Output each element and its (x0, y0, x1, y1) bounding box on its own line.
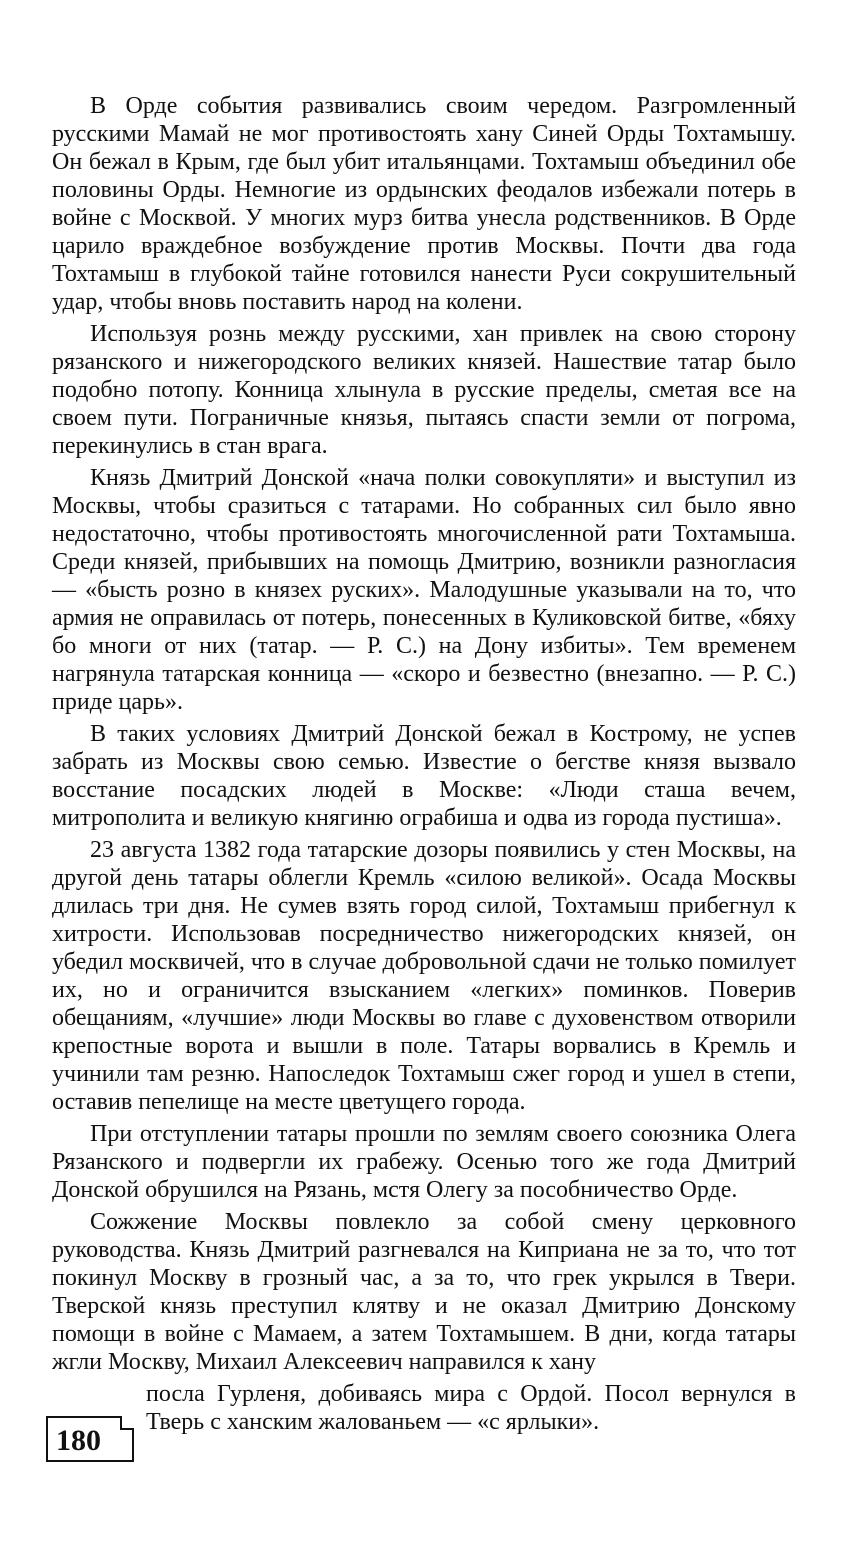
paragraph-7-continuation: посла Гурленя, добиваясь мира с Ордой. Посол вернулся в Тверь с ханским жалованьем — «с ярлыки». (146, 1381, 796, 1435)
paragraph-5: 23 августа 1382 года татарские дозоры появились у стен Москвы, на другой день татары облегли Кремль «силою великой». Осада Москвы длилась три дня. Не сумев взять город силой, Тохтамыш прибегнул к хитрости. Использовав посредничество нижегородских князей, он убедил москвичей, что в случае добровольной сдачи не только помилует их, но и ограничится взысканием «легких» поминков. Поверив обещаниям, «лучшие» люди Москвы во главе с духовенством отворили крепостные ворота и вышли в поле. Татары ворвались в Кремль и учинили там резню. Напоследок Тохтамыш сжег город и ушел в степи, оставив пепелище на месте цветущего города. (52, 837, 796, 1115)
paragraph-1: В Орде события развивались своим чередом. Разгромленный русскими Мамай не мог противостоять хану Синей Орды Тохтамышу. Он бежал в Крым, где был убит итальянцами. Тохтамыш объединил обе половины Орды. Немногие из ордынских феодалов избежали потерь в войне с Москвой. У многих мурз битва унесла родственников. В Орде царило враждебное возбуждение против Москвы. Почти два года Тохтамыш в глубокой тайне готовился нанести Руси сокрушительный удар, чтобы вновь поставить народ на колени. (52, 93, 796, 315)
folded-corner-icon (120, 1416, 134, 1430)
paragraph-4: В таких условиях Дмитрий Донской бежал в Кострому, не успев забрать из Москвы свою семью. Известие о бегстве князя вызвало восстание посадских людей в Москве: «Люди сташа вечем, митрополита и великую княгиню ограбиша и одва из города пустиша». (52, 721, 796, 831)
paragraph-2: Используя рознь между русскими, хан привлек на свою сторону рязанского и нижегородского великих князей. Нашествие татар было подобно потопу. Конница хлынула в русские пределы, сметая все на своем пути. Пограничные князья, пытаясь спасти земли от погрома, перекинулись в стан врага. (52, 321, 796, 459)
paragraph-6: При отступлении татары прошли по землям своего союзника Олега Рязанского и подвергли их грабежу. Осенью того же года Дмитрий Донской обрушился на Рязань, мстя Олегу за пособничество Орде. (52, 1121, 796, 1203)
page-number-box (46, 1416, 134, 1462)
body-text (52, 92, 796, 1436)
paragraph-3: Князь Дмитрий Донской «нача полки совокупляти» и выступил из Москвы, чтобы сразиться с татарами. Но собранных сил было явно недостаточно, чтобы противостоять многочисленной рати Тохтамыша. Среди князей, прибывших на помощь Дмитрию, возникли разногласия — «бысть розно в князех руских». Малодушные указывали на то, что армия не оправилась от потерь, понесенных в Куликовской битве, «бяху бо многи от них (татар. — Р. С.) на Дону избиты». Тем временем нагрянула татарская конница — «скоро и безвестно (внезапно. — Р. С.) приде царь». (52, 465, 796, 715)
paragraph-7: Сожжение Москвы повлекло за собой смену церковного руководства. Князь Дмитрий разгневался на Киприана не за то, что тот покинул Москву в грозный час, а за то, что грек укрылся в Твери. Тверской князь преступил клятву и не оказал Дмитрию Донскому помощи в войне с Мамаем, а затем Тохтамышем. В дни, когда татары жгли Москву, Михаил Алексеевич направился к хану (52, 1209, 796, 1375)
page-number: 180 (56, 1424, 101, 1457)
